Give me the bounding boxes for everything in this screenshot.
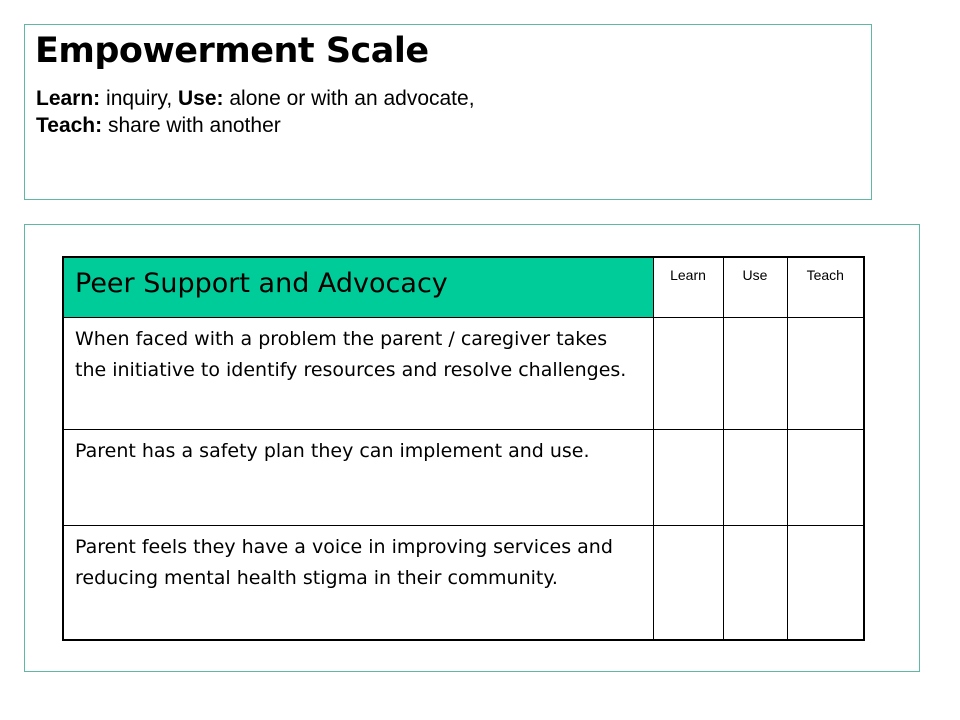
row-statement: Parent has a safety plan they can implement and use. <box>63 429 653 525</box>
page-subtitle <box>36 85 836 139</box>
use-cell[interactable] <box>723 318 787 429</box>
row-statement: When faced with a problem the parent / caregiver takes the initiative to identify resources and resolve challenges. <box>63 318 653 429</box>
table-frame <box>24 224 920 672</box>
learn-text: inquiry, <box>100 87 178 110</box>
row-statement: Parent feels they have a voice in improving services and reducing mental health stigma in their community. <box>63 526 653 640</box>
learn-cell[interactable] <box>653 318 723 429</box>
use-cell[interactable] <box>723 526 787 640</box>
table-row <box>63 318 864 429</box>
teach-cell[interactable] <box>787 318 864 429</box>
teach-cell[interactable] <box>787 429 864 525</box>
learn-cell[interactable] <box>653 429 723 525</box>
teach-cell[interactable] <box>787 526 864 640</box>
teach-text: share with another <box>102 114 281 137</box>
scale-table <box>62 256 865 641</box>
use-text: alone or with an advocate, <box>223 87 475 110</box>
learn-label: Learn: <box>36 87 101 110</box>
column-header-teach: Teach <box>787 257 864 318</box>
use-label: Use: <box>178 87 224 110</box>
teach-label: Teach: <box>36 114 103 137</box>
column-header-learn: Learn <box>653 257 723 318</box>
section-title: Peer Support and Advocacy <box>63 257 653 318</box>
use-cell[interactable] <box>723 429 787 525</box>
column-header-use: Use <box>723 257 787 318</box>
title-frame <box>24 24 872 200</box>
learn-cell[interactable] <box>653 526 723 640</box>
table-header-row <box>63 257 864 318</box>
page-title: Empowerment Scale <box>35 31 429 71</box>
table-row <box>63 526 864 640</box>
table-row <box>63 429 864 525</box>
